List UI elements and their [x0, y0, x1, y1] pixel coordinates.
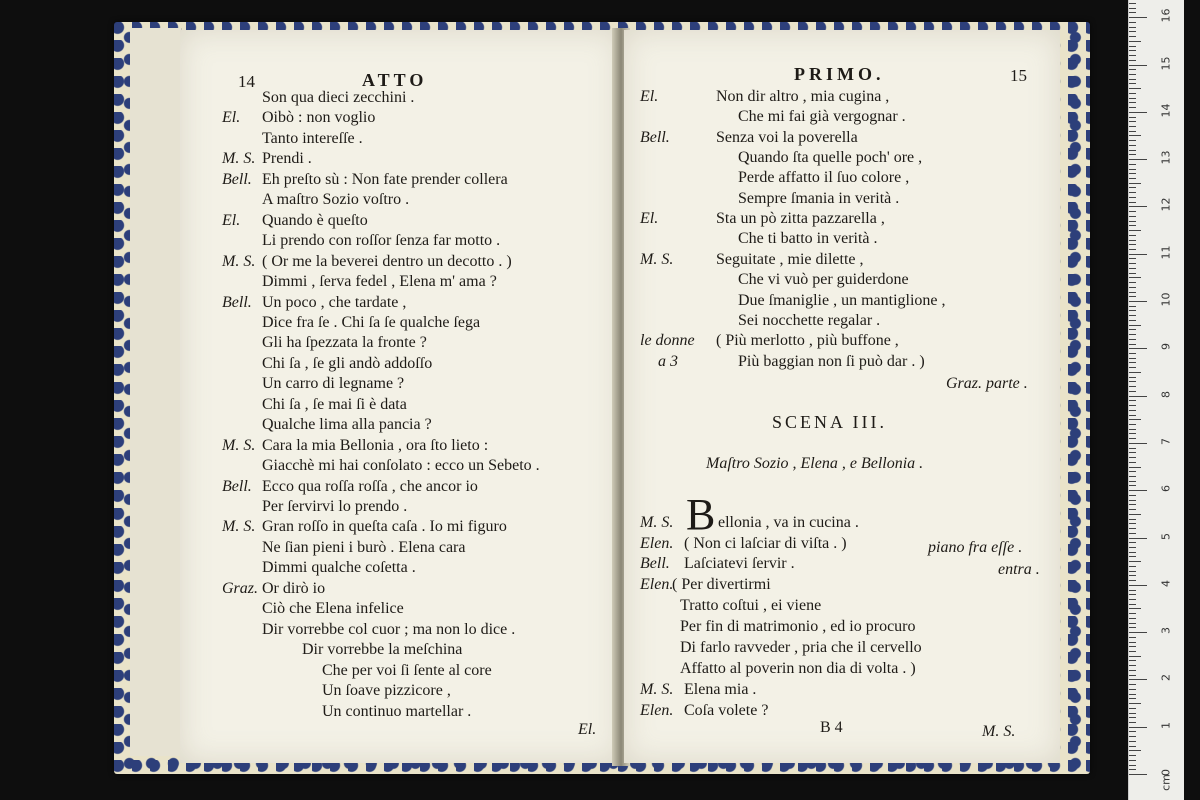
ruler-tick — [1129, 131, 1136, 132]
ruler-tick — [1129, 386, 1136, 387]
ruler-tick — [1129, 353, 1136, 354]
verse-line: Di farlo ravveder , pria che il cervello — [680, 639, 922, 656]
speaker-label: M. S. — [640, 681, 674, 698]
ruler-tick — [1129, 405, 1136, 406]
ruler-number: 14 — [1159, 103, 1173, 118]
ruler-tick — [1129, 519, 1136, 520]
ruler-tick — [1129, 452, 1136, 453]
ruler-tick — [1129, 334, 1136, 335]
stage-direction: piano fra eſſe . — [928, 539, 1023, 556]
ruler-tick — [1129, 642, 1136, 643]
ruler-tick — [1129, 79, 1136, 80]
verse-line: ( Per divertirmi — [672, 576, 771, 593]
ruler-tick — [1129, 46, 1136, 47]
ruler-number: 0 — [1159, 769, 1173, 776]
ruler-tick — [1129, 736, 1136, 737]
ruler-tick — [1129, 268, 1136, 269]
ruler-tick — [1129, 698, 1136, 699]
ruler-tick — [1129, 320, 1136, 321]
ruler-tick — [1129, 656, 1141, 657]
ruler-tick — [1129, 202, 1136, 203]
ruler-tick — [1129, 415, 1136, 416]
ruler-tick — [1129, 722, 1136, 723]
right-page-header: PRIMO. — [794, 64, 885, 84]
left-page — [180, 30, 620, 763]
ruler-tick — [1129, 254, 1147, 255]
verse-line: Eh preſto sù : Non fate prender collera — [262, 170, 508, 188]
ruler-tick — [1129, 552, 1136, 553]
ruler-tick — [1129, 178, 1136, 179]
ruler-tick — [1129, 599, 1136, 600]
ruler-tick — [1129, 500, 1136, 501]
verse-line: Prendi . — [262, 150, 312, 168]
verse-line: Elena mia . — [684, 681, 757, 698]
verse-line: Seguitate , mie dilette , — [716, 250, 864, 268]
verse-line: Dir vorrebbe la meſchina — [302, 641, 463, 659]
speaker-label: Bell. — [640, 555, 670, 572]
verse-line: ellonia , va in cucina . — [718, 514, 859, 531]
verse-line: Che mi fai già vergognar . — [738, 108, 906, 126]
ruler-number: 10 — [1159, 292, 1173, 307]
ruler-tick — [1129, 107, 1136, 108]
speaker-label: El. — [640, 210, 659, 228]
ruler-tick — [1129, 760, 1136, 761]
ruler-tick — [1129, 27, 1136, 28]
ruler-number: 1 — [1159, 721, 1173, 729]
ruler-tick — [1129, 514, 1141, 515]
ruler-tick — [1129, 542, 1136, 543]
verse-line: Or dirò io — [262, 579, 326, 597]
verse-line: Li prendo con roſſor ſenza far motto . — [262, 232, 501, 250]
verse-line: A maſtro Sozio voſtro . — [262, 191, 410, 209]
verse-line: Chi ſa , ſe gli andò addoſſo — [262, 354, 433, 372]
ruler-tick — [1129, 646, 1136, 647]
ruler-tick — [1129, 419, 1141, 420]
verse-line: Ne ſian pieni i burò . Elena cara — [262, 538, 466, 556]
ruler-tick — [1129, 632, 1147, 633]
ruler-tick — [1129, 244, 1136, 245]
ruler-tick — [1129, 438, 1136, 439]
ruler-tick — [1129, 22, 1136, 23]
ruler-tick — [1129, 627, 1136, 628]
verse-line: Sta un pò zitta pazzarella , — [716, 210, 885, 228]
ruler-tick — [1129, 660, 1136, 661]
ruler-tick — [1129, 372, 1141, 373]
ruler-tick — [1129, 36, 1136, 37]
verse-line: Senza voi la poverella — [716, 128, 858, 146]
right-page-catchword: M. S. — [982, 723, 1016, 740]
flyleaf — [130, 28, 182, 756]
speaker-label: le donne — [640, 332, 695, 350]
verse-line: Più baggian non ſi può dar . ) — [738, 352, 925, 370]
ruler-tick — [1129, 187, 1136, 188]
ruler-number: 2 — [1159, 674, 1173, 682]
ruler-tick — [1129, 623, 1136, 624]
verse-line: Cara la mia Bellonia , ora ſto lieto : — [262, 436, 489, 454]
ruler-tick — [1129, 429, 1136, 430]
ruler-tick — [1129, 443, 1147, 444]
ruler-tick — [1129, 17, 1147, 18]
ruler-tick — [1129, 126, 1136, 127]
ruler-tick — [1129, 362, 1136, 363]
ruler-tick — [1129, 135, 1141, 136]
verse-line: Che ti batto in verità . — [738, 230, 878, 248]
verse-line: Un poco , che tardate , — [262, 293, 407, 311]
ruler-tick — [1129, 282, 1136, 283]
verse-line: Coſa volete ? — [684, 702, 769, 719]
ruler-number: 9 — [1159, 343, 1173, 351]
ruler-tick — [1129, 315, 1136, 316]
verse-line: Dice fra ſe . Chi ſa ſe qualche ſega — [262, 313, 481, 331]
verse-line: Non dir altro , mia cugina , — [716, 88, 890, 105]
verse-line: Un continuo martellar . — [322, 702, 472, 720]
verse-line: Dimmi , ſerva fedel , Elena m' ama ? — [262, 273, 497, 291]
verse-line: Gli ha ſpezzata la fronte ? — [262, 334, 427, 352]
ruler-tick — [1129, 689, 1136, 690]
signature-mark: B 4 — [820, 719, 843, 736]
verse-line: Sempre ſmania in verità . — [738, 189, 900, 207]
ruler-tick — [1129, 556, 1136, 557]
ruler-tick — [1129, 3, 1136, 4]
verse-line: Per fin di matrimonio , ed io procuro — [680, 618, 916, 635]
ruler-tick — [1129, 329, 1136, 330]
ruler-tick — [1129, 50, 1136, 51]
ruler-tick — [1129, 731, 1136, 732]
ruler-tick — [1129, 424, 1136, 425]
ruler-tick — [1129, 765, 1136, 766]
ruler-tick — [1129, 273, 1136, 274]
right-page — [624, 30, 1060, 763]
ruler-tick — [1129, 292, 1136, 293]
ruler-tick — [1129, 566, 1136, 567]
ruler-tick — [1129, 684, 1136, 685]
ruler-number: 12 — [1159, 197, 1173, 212]
ruler-tick — [1129, 296, 1136, 297]
verse-line: Un carro di legname ? — [262, 375, 405, 393]
verse-line: Quando ſta quelle poch' ore , — [738, 149, 923, 167]
ruler-tick — [1129, 396, 1147, 397]
ruler-unit: cm — [1159, 774, 1173, 791]
verse-line: Oibò : non voglio — [262, 109, 376, 127]
ruler-tick — [1129, 533, 1136, 534]
ruler-tick — [1129, 590, 1136, 591]
ruler-number: 4 — [1159, 579, 1173, 587]
ruler-tick — [1129, 471, 1136, 472]
ruler-tick — [1129, 694, 1136, 695]
verse-line: Tratto coſtui , ei viene — [680, 597, 822, 614]
verse-line: ( Non ci laſciar di viſta . ) — [684, 535, 847, 552]
speaker-label: Elen. — [640, 535, 674, 552]
ruler-tick — [1129, 41, 1141, 42]
ruler-tick — [1129, 665, 1136, 666]
speaker-label: Bell. — [222, 170, 252, 188]
ruler-tick — [1129, 93, 1136, 94]
ruler-tick — [1129, 154, 1136, 155]
ruler-tick — [1129, 490, 1147, 491]
ruler-tick — [1129, 263, 1136, 264]
ruler-number: 16 — [1159, 8, 1173, 23]
speaker-label: a 3 — [658, 352, 678, 370]
ruler-tick — [1129, 523, 1136, 524]
left-page-header: ATTO — [362, 70, 428, 90]
ruler-tick — [1129, 287, 1136, 288]
ruler-tick — [1129, 221, 1136, 222]
verse-line: Quando è queſto — [262, 211, 368, 229]
verse-line: Son qua dieci zecchini . — [262, 89, 415, 106]
ruler-tick — [1129, 675, 1136, 676]
ruler-tick — [1129, 679, 1147, 680]
ruler-number: 15 — [1159, 56, 1173, 70]
ruler-tick — [1129, 741, 1136, 742]
left-page-catchword: El. — [578, 721, 597, 738]
speaker-label: Graz. — [222, 579, 259, 597]
ruler-tick — [1129, 206, 1147, 207]
ruler-number: 13 — [1159, 150, 1173, 165]
ruler-tick — [1129, 74, 1136, 75]
ruler-tick — [1129, 575, 1136, 576]
ruler-tick — [1129, 325, 1141, 326]
ruler-tick — [1129, 60, 1136, 61]
ruler-tick — [1129, 344, 1136, 345]
speaker-label: Elen. — [640, 576, 674, 593]
ruler-tick — [1129, 670, 1136, 671]
ruler-tick — [1129, 31, 1136, 32]
speaker-label: Bell. — [222, 477, 252, 495]
ruler-tick — [1129, 717, 1136, 718]
ruler-tick — [1129, 381, 1136, 382]
left-page-number: 14 — [238, 72, 255, 91]
ruler-tick — [1129, 571, 1136, 572]
ruler-tick — [1129, 240, 1136, 241]
ruler-number: 3 — [1159, 627, 1173, 635]
speaker-label: Elen. — [640, 702, 674, 719]
ruler-tick — [1129, 173, 1136, 174]
ruler-number: 7 — [1159, 437, 1173, 445]
ruler-tick — [1129, 83, 1136, 84]
ruler-tick — [1129, 102, 1136, 103]
verse-line: Qualche lima alla pancia ? — [262, 416, 432, 434]
ruler-tick — [1129, 400, 1136, 401]
verse-line: Ciò che Elena infelice — [262, 600, 404, 618]
ruler-tick — [1129, 121, 1136, 122]
ruler-tick — [1129, 377, 1136, 378]
ruler-tick — [1129, 216, 1136, 217]
ruler-tick — [1129, 613, 1136, 614]
speaker-label: M. S. — [222, 436, 256, 454]
ruler-tick — [1129, 164, 1136, 165]
ruler-tick — [1129, 159, 1147, 160]
speaker-label: Bell. — [640, 128, 670, 146]
ruler-tick — [1129, 169, 1136, 170]
ruler-tick — [1129, 117, 1136, 118]
verse-line: Dimmi qualche coſetta . — [262, 559, 416, 577]
ruler-tick — [1129, 713, 1136, 714]
ruler-tick — [1129, 448, 1136, 449]
speaker-label: M. S. — [222, 518, 256, 536]
ruler-tick — [1129, 467, 1141, 468]
ruler-tick — [1129, 476, 1136, 477]
ruler-tick — [1129, 391, 1136, 392]
ruler-tick — [1129, 69, 1136, 70]
verse-line: ( Or me la beverei dentro un decotto . ) — [262, 252, 512, 270]
verse-line: Laſciatevi ſervir . — [684, 555, 795, 572]
ruler-tick — [1129, 538, 1147, 539]
ruler-tick — [1129, 12, 1136, 13]
speaker-label: Bell. — [222, 293, 252, 311]
ruler-tick — [1129, 755, 1136, 756]
ruler-tick — [1129, 225, 1136, 226]
ruler-tick — [1129, 509, 1136, 510]
ruler-number: 5 — [1159, 532, 1173, 540]
ruler-tick — [1129, 769, 1136, 770]
drop-cap-initial: B — [686, 490, 716, 539]
speaker-label: M. S. — [640, 514, 674, 531]
ruler-tick — [1129, 703, 1141, 704]
right-page-number: 15 — [1010, 66, 1027, 85]
verse-line: Che vi vuò per guiderdone — [738, 271, 909, 289]
speaker-label: M. S. — [222, 252, 256, 270]
ruler-tick — [1129, 580, 1136, 581]
ruler-tick — [1129, 235, 1136, 236]
ruler-tick — [1129, 727, 1147, 728]
verse-line: Tanto intereſſe . — [262, 129, 363, 147]
ruler-tick — [1129, 604, 1136, 605]
ruler-tick — [1129, 618, 1136, 619]
ruler-tick — [1129, 197, 1136, 198]
ruler-tick — [1129, 481, 1136, 482]
ruler-tick — [1129, 433, 1136, 434]
ruler-tick — [1129, 301, 1147, 302]
ruler-tick — [1129, 306, 1136, 307]
speaker-label: El. — [640, 88, 659, 105]
ruler-tick — [1129, 150, 1136, 151]
ruler-tick — [1129, 55, 1136, 56]
ruler-number: 11 — [1159, 245, 1173, 260]
ruler-tick — [1129, 339, 1136, 340]
verse-line: Affatto al poverin non dia di volta . ) — [680, 660, 916, 677]
verse-line: Chi ſa , ſe mai ſi è data — [262, 395, 407, 413]
measurement-ruler — [1128, 0, 1184, 800]
ruler-tick — [1129, 211, 1136, 212]
ruler-tick — [1129, 504, 1136, 505]
ruler-tick — [1129, 746, 1136, 747]
verse-line: Un ſoave pizzicore , — [322, 682, 451, 700]
ruler-tick — [1129, 585, 1147, 586]
speaker-label: El. — [222, 109, 241, 127]
verse-line: Per ſervirvi lo prendo . — [262, 498, 408, 515]
verse-line: Sei nocchette regalar . — [738, 311, 881, 329]
ruler-tick — [1129, 145, 1136, 146]
ruler-tick — [1129, 608, 1141, 609]
ruler-tick — [1129, 708, 1136, 709]
verse-line: Dir vorrebbe col cuor ; ma non lo dice . — [262, 620, 516, 638]
verse-line: Ecco qua roſſa roſſa , che ancor io — [262, 477, 478, 495]
stage-direction: entra . — [998, 561, 1040, 578]
ruler-tick — [1129, 462, 1136, 463]
ruler-tick — [1129, 485, 1136, 486]
ruler-tick — [1129, 528, 1136, 529]
ruler-tick — [1129, 249, 1136, 250]
scene-characters: Maſtro Sozio , Elena , e Bellonia . — [706, 455, 924, 472]
ruler-tick — [1129, 183, 1141, 184]
ruler-tick — [1129, 65, 1147, 66]
ruler-number: 8 — [1159, 390, 1173, 398]
ruler-tick — [1129, 277, 1141, 278]
ruler-tick — [1129, 258, 1136, 259]
ruler-tick — [1129, 98, 1136, 99]
verse-line: Gran roſſo in queſta caſa . Io mi figuro — [262, 518, 507, 536]
ruler-tick — [1129, 750, 1141, 751]
speaker-label: El. — [222, 211, 241, 229]
verse-line: Due ſmaniglie , un mantiglione , — [738, 291, 946, 309]
ruler-tick — [1129, 547, 1136, 548]
ruler-tick — [1129, 140, 1136, 141]
verse-line: Che per voi ſi ſente al core — [322, 661, 492, 679]
ruler-tick — [1129, 594, 1136, 595]
ruler-tick — [1129, 348, 1147, 349]
ruler-tick — [1129, 358, 1136, 359]
ruler-tick — [1129, 774, 1147, 775]
speaker-label: M. S. — [640, 250, 674, 268]
speaker-label: M. S. — [222, 150, 256, 168]
ruler-tick — [1129, 457, 1136, 458]
ruler-tick — [1129, 230, 1141, 231]
verse-line: ( Più merlotto , più buffone , — [716, 332, 899, 350]
ruler-tick — [1129, 112, 1147, 113]
ruler-tick — [1129, 367, 1136, 368]
ruler-tick — [1129, 8, 1136, 9]
ruler-tick — [1129, 192, 1136, 193]
ruler-tick — [1129, 561, 1141, 562]
ruler-number: 6 — [1159, 485, 1173, 493]
verse-line: Giacchè mi hai conſolato : ecco un Sebeto . — [262, 457, 540, 475]
ruler-tick — [1129, 310, 1136, 311]
ruler-tick — [1129, 651, 1136, 652]
ruler-tick — [1129, 637, 1136, 638]
ruler-tick — [1129, 495, 1136, 496]
ruler-tick — [1129, 88, 1141, 89]
exit-note: Graz. parte . — [946, 375, 1028, 392]
scene-title: SCENA III. — [772, 412, 887, 432]
verse-line: Perde affatto il ſuo colore , — [738, 169, 910, 187]
ruler-tick — [1129, 410, 1136, 411]
